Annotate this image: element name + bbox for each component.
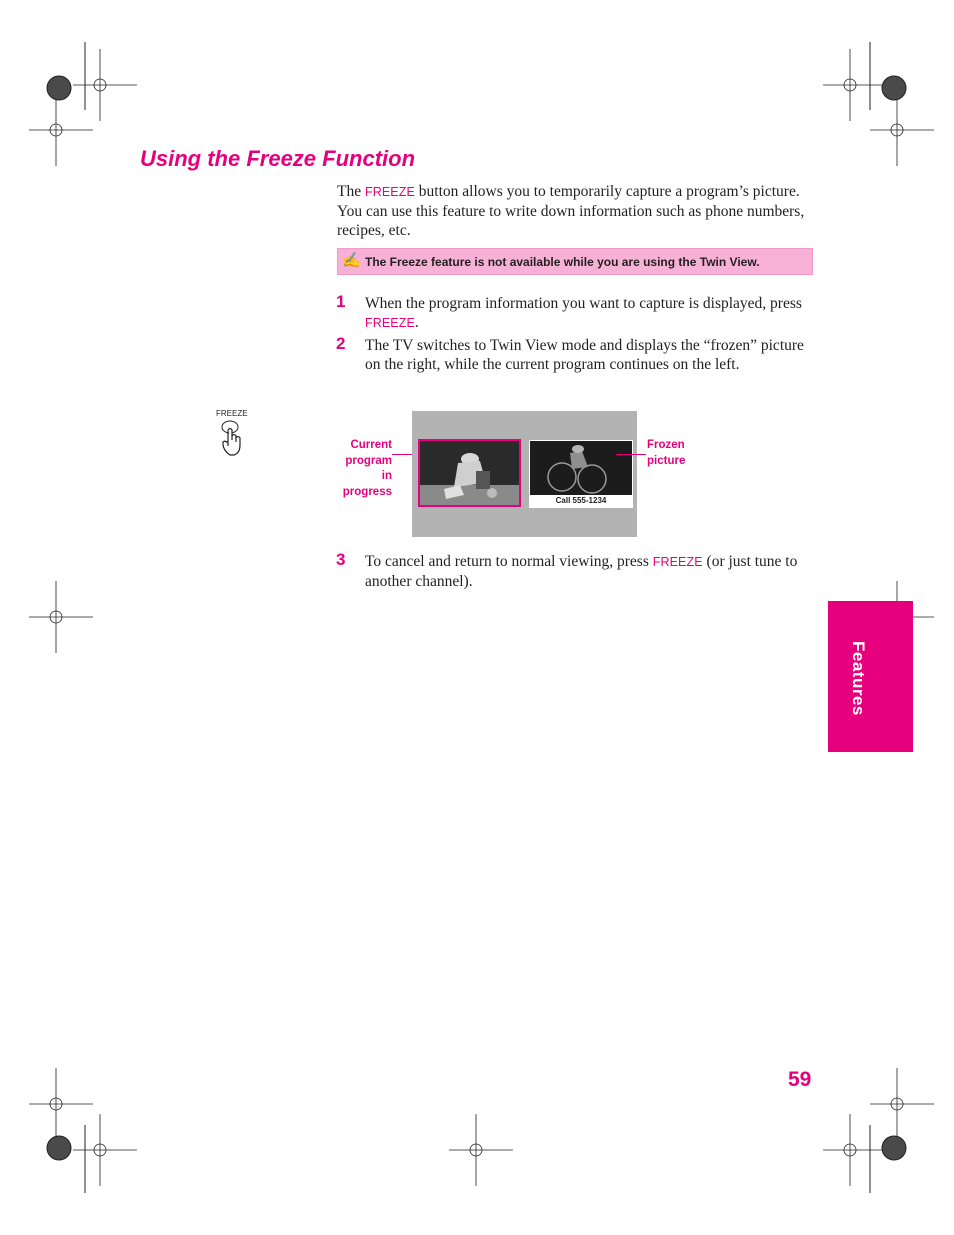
note-pencil-icon: ✍ — [342, 253, 361, 269]
freeze-keyword: FREEZE — [364, 185, 415, 199]
color-target — [47, 76, 71, 100]
color-target — [882, 76, 906, 100]
freeze-keyword: FREEZE — [365, 316, 415, 330]
current-program-label — [330, 438, 392, 500]
registration-mark — [823, 1114, 887, 1186]
registration-mark — [870, 1068, 934, 1140]
note-box — [337, 248, 813, 275]
label-line: Frozen — [647, 439, 685, 451]
registration-mark — [29, 581, 93, 653]
step-text — [365, 552, 815, 591]
step-number: 2 — [336, 334, 346, 353]
registration-mark — [449, 1114, 513, 1186]
registration-mark — [870, 94, 934, 166]
intro-text-end: button allows you to temporarily capture a program’s picture. You can use this feature to write down information such as phone numbers, recipes, etc. — [337, 183, 805, 239]
step-text — [365, 294, 815, 333]
step-text-start: To cancel and return to normal viewing, press — [365, 553, 653, 570]
page-number: 59 — [788, 1068, 812, 1091]
registration-mark — [29, 94, 93, 166]
step-number: 1 — [336, 292, 346, 311]
registration-mark — [29, 1068, 93, 1140]
hand-press-icon — [218, 418, 248, 458]
color-target — [47, 1136, 71, 1160]
cyclist-image — [530, 441, 632, 495]
label-line: picture — [647, 454, 686, 467]
label-line: program — [345, 454, 392, 467]
registration-mark — [73, 49, 137, 121]
frozen-picture-screen — [529, 440, 633, 508]
registration-mark — [73, 1114, 137, 1186]
intro-text-start: The — [337, 183, 365, 200]
label-line: in progress — [342, 470, 392, 498]
caption-bar: Call 555-1234 — [530, 495, 632, 507]
freeze-button-label: FREEZE — [216, 409, 248, 418]
step-text-start: When the program information you want to capture is displayed, press — [365, 295, 802, 312]
step-text-start: The TV switches to Twin View mode and displays the “frozen” picture on the right, while the current program continues on the left. — [365, 337, 804, 373]
step-text-end: (or just tune to another channel). — [365, 553, 798, 590]
step-text — [365, 336, 815, 374]
twin-view-figure — [412, 411, 637, 537]
current-program-screen — [418, 439, 521, 507]
frozen-picture-label — [647, 438, 685, 469]
page-title: Using the Freeze Function — [140, 146, 416, 171]
baseball-player-image — [420, 441, 519, 505]
registration-mark — [823, 49, 887, 121]
step-number: 3 — [336, 550, 346, 569]
color-target — [882, 1136, 906, 1160]
label-line: Current — [350, 439, 392, 451]
intro-paragraph — [337, 182, 815, 240]
freeze-keyword: FREEZE — [652, 555, 703, 569]
section-tab — [828, 601, 913, 752]
step-text-end: . — [414, 314, 419, 331]
note-text: The Freeze feature is not available while you are using the Twin View. — [365, 255, 760, 269]
leader-line-right — [616, 454, 646, 455]
section-tab-label: Features — [849, 641, 868, 716]
